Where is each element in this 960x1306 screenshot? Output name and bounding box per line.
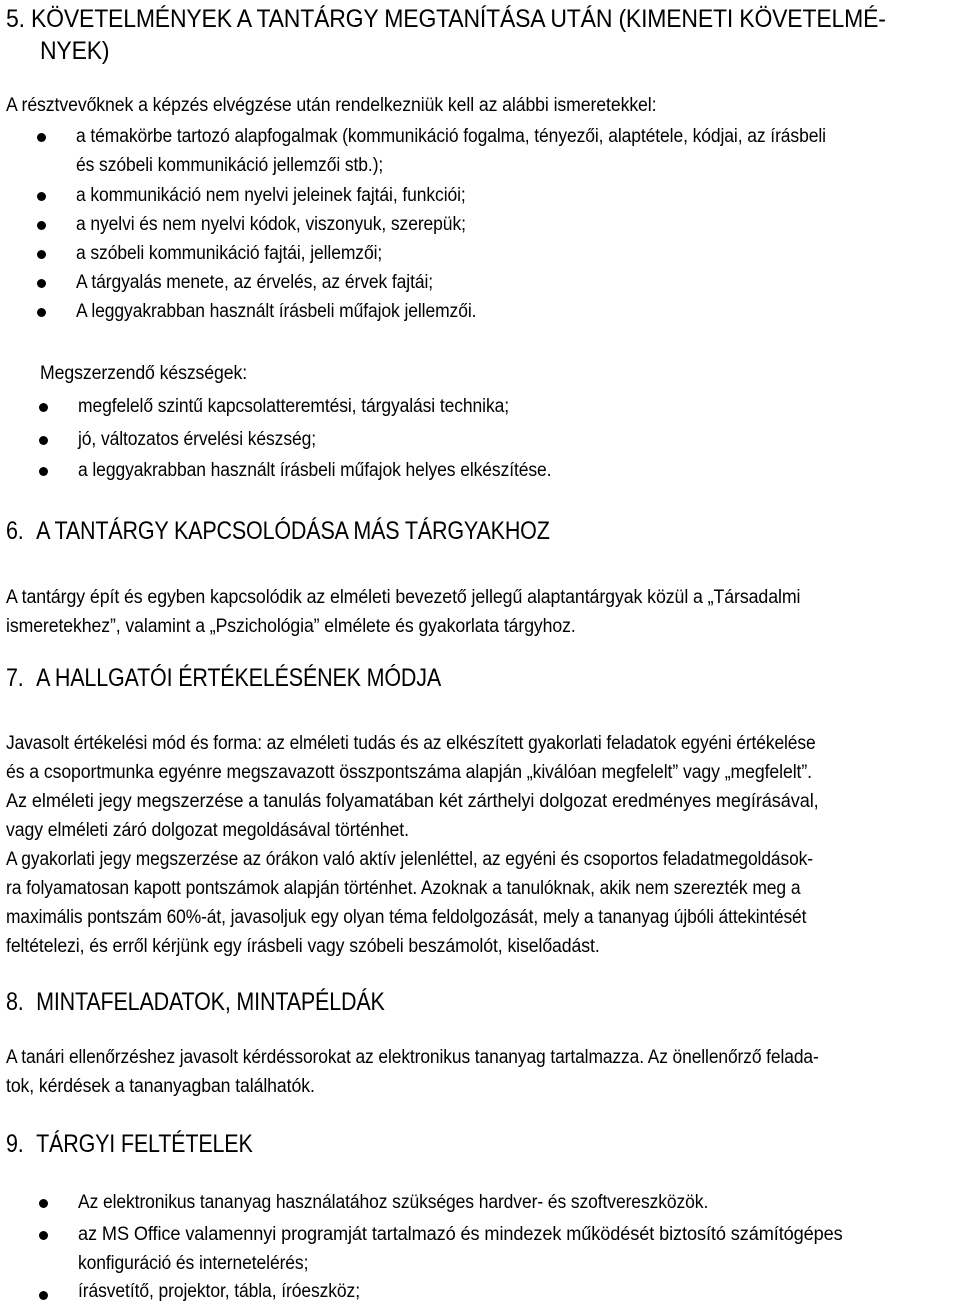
- equipment-item-cont: konfiguráció és internetelérés;: [78, 1253, 309, 1274]
- equipment-item: írásvetítő, projektor, tábla, íróeszköz;: [78, 1281, 360, 1302]
- bullet-dot: [37, 133, 46, 142]
- paragraph-line: maximális pontszám 60%-át, javasoljuk egy olyan téma feldolgozását, mely a tananyag újbóli áttekintését: [6, 907, 807, 928]
- paragraph-line: ismeretekhez”, valamint a „Pszichológia” elmélete és gyakorlata tárgyhoz.: [6, 616, 576, 637]
- section-number: 9.: [6, 1130, 24, 1158]
- paragraph-line: feltételezi, és erről kérjünk egy írásbeli vagy szóbeli beszámolót, kiselőadást.: [6, 936, 600, 957]
- paragraph-line: Javasolt értékelési mód és forma: az elméleti tudás és az elkészített gyakorlati feladatok egyéni értékelése: [6, 733, 816, 754]
- bullet-dot: [37, 250, 46, 259]
- section-title: TÁRGYI FELTÉTELEK: [36, 1130, 253, 1158]
- section-number: 8.: [6, 988, 24, 1016]
- section-title: A TANTÁRGY KAPCSOLÓDÁSA MÁS TÁRGYAKHOZ: [36, 517, 550, 545]
- paragraph-line: ra folyamatosan kapott pontszámok alapján történhet. Azoknak a tanulóknak, akik nem szerezték meg a: [6, 878, 801, 899]
- section-number: 7.: [6, 664, 24, 692]
- paragraph-line: A tantárgy épít és egyben kapcsolódik az elméleti bevezető jellegű alaptantárgyak közül a „Társadalmi: [6, 587, 801, 608]
- skill-item: jó, változatos érvelési készség;: [78, 429, 317, 450]
- section-5-heading-line2: NYEK): [40, 37, 110, 65]
- knowledge-item: a témakörbe tartozó alapfogalmak (kommunikáció fogalma, tényezői, alaptétele, kódjai, az írásbeli: [76, 126, 826, 147]
- knowledge-item-cont: és szóbeli kommunikáció jellemzői stb.);: [76, 155, 384, 176]
- paragraph-line: tok, kérdések a tananyagban találhatók.: [6, 1076, 315, 1097]
- section-5-heading-line1: 5. KÖVETELMÉNYEK A TANTÁRGY MEGTANÍTÁSA UTÁN (KIMENETI KÖVETELMÉ-: [6, 5, 886, 33]
- bullet-dot: [39, 1199, 48, 1208]
- section-title: A HALLGATÓI ÉRTÉKELÉSÉNEK MÓDJA: [36, 664, 441, 692]
- bullet-dot: [37, 308, 46, 317]
- bullet-dot: [39, 467, 48, 476]
- skill-item: megfelelő szintű kapcsolatteremtési, tárgyalási technika;: [78, 396, 510, 417]
- knowledge-item: A tárgyalás menete, az érvelés, az érvek fajtái;: [76, 272, 434, 293]
- bullet-dot: [37, 192, 46, 201]
- paragraph-line: A tanári ellenőrzéshez javasolt kérdéssorokat az elektronikus tananyag tartalmazza. Az önellenőrző felada-: [6, 1047, 819, 1068]
- section-title: MINTAFELADATOK, MINTAPÉLDÁK: [36, 988, 385, 1016]
- bullet-dot: [37, 221, 46, 230]
- section-6-heading: [6, 515, 550, 547]
- knowledge-item: a szóbeli kommunikáció fajtái, jellemzői;: [76, 243, 383, 264]
- skills-title: Megszerzendő készségek:: [40, 363, 248, 384]
- bullet-dot: [39, 436, 48, 445]
- paragraph-line: vagy elméleti záró dolgozat megoldásával történhet.: [6, 820, 409, 841]
- section-8-heading: [6, 986, 385, 1018]
- bullet-dot: [39, 403, 48, 412]
- section-7-heading: [6, 662, 441, 694]
- paragraph-line: A gyakorlati jegy megszerzése az órákon való aktív jelenléttel, az egyéni és csoportos feladatmegoldások-: [6, 849, 813, 870]
- section-9-heading: [6, 1128, 253, 1160]
- knowledge-item: a nyelvi és nem nyelvi kódok, viszonyuk, szerepük;: [76, 214, 466, 235]
- paragraph-line: Az elméleti jegy megszerzése a tanulás folyamatában két zárthelyi dolgozat eredményes megírásával,: [6, 791, 819, 812]
- knowledge-item: A leggyakrabban használt írásbeli műfajok jellemzői.: [76, 301, 477, 322]
- skill-item: a leggyakrabban használt írásbeli műfajok helyes elkészítése.: [78, 460, 552, 481]
- bullet-dot: [39, 1291, 48, 1300]
- equipment-item: Az elektronikus tananyag használatához szükséges hardver- és szoftvereszközök.: [78, 1192, 709, 1213]
- paragraph-line: és a csoportmunka egyénre megszavazott összpontszáma alapján „kiválóan megfelelt” vagy „megfelelt”.: [6, 762, 812, 783]
- equipment-item: az MS Office valamennyi programját tartalmazó és mindezek működését biztosító számítógépes: [78, 1224, 843, 1245]
- bullet-dot: [37, 279, 46, 288]
- section-5-intro: A résztvevőknek a képzés elvégzése után rendelkezniük kell az alábbi ismeretekkel:: [6, 95, 657, 116]
- section-number: 6.: [6, 517, 24, 545]
- knowledge-item: a kommunikáció nem nyelvi jeleinek fajtái, funkciói;: [76, 185, 466, 206]
- bullet-dot: [39, 1231, 48, 1240]
